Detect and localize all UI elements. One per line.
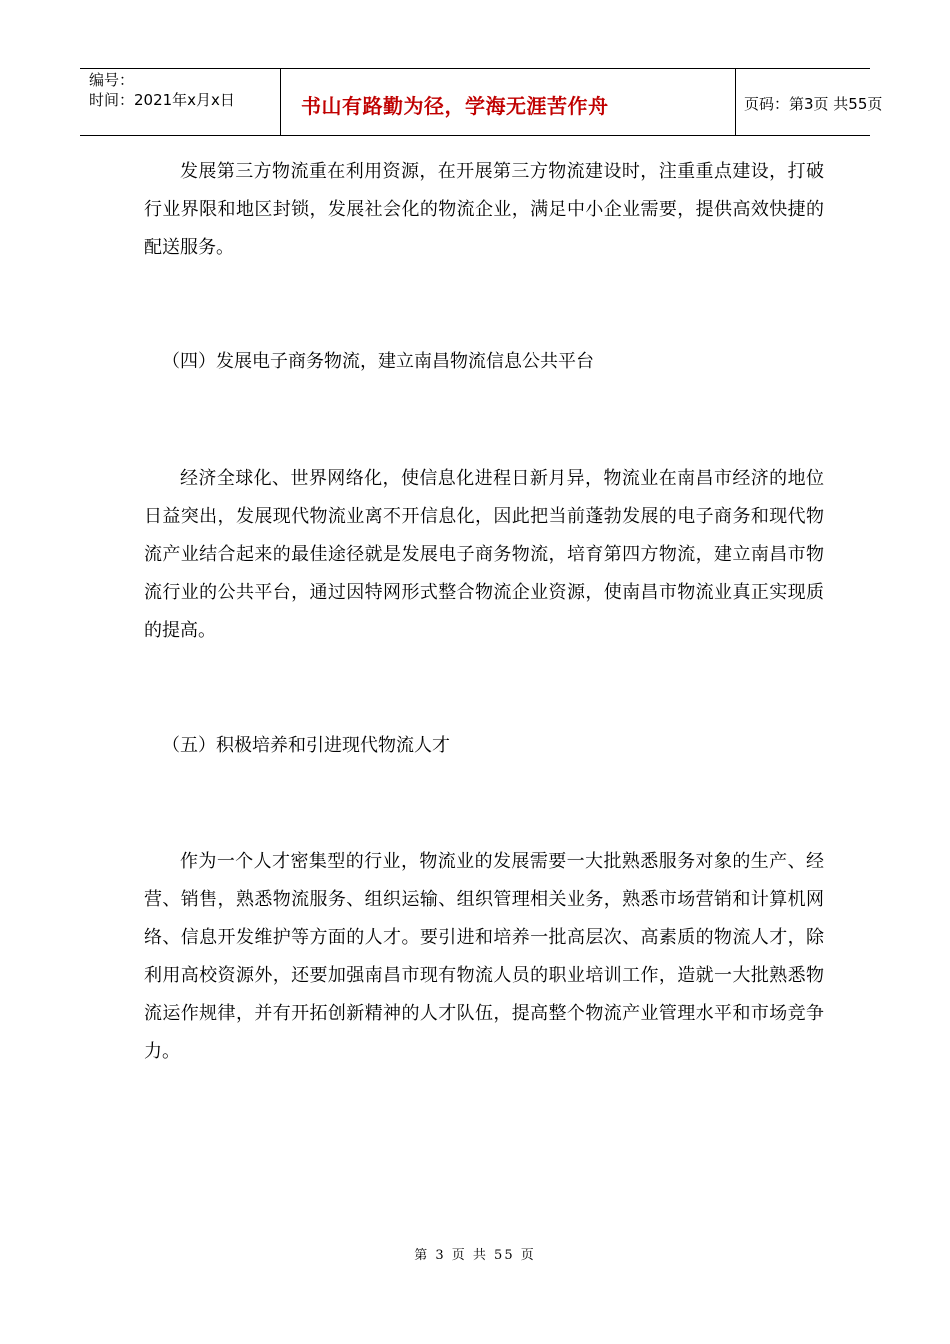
heading-text: （四）发展电子商务物流，建立南昌物流信息公共平台 [162, 351, 594, 372]
paragraph-logistics-talent [144, 843, 824, 1071]
header-motto: 书山有路勤为径，学海无涯苦作舟 [301, 94, 609, 118]
page-footer: 第 3 页 共 55 页 [414, 1248, 536, 1263]
document-date-label: 时间：2021年x月x日 [89, 91, 235, 109]
page-header [80, 68, 883, 136]
paragraph-third-party-logistics [144, 153, 824, 267]
paragraph-text: 作为一个人才密集型的行业，物流业的发展需要一大批熟悉服务对象的生产、经营、销售，熟悉物流服务、组织运输、组织管理相关业务，熟悉市场营销和计算机网络、信息开发维护等方面的人才。要引进和培养一批高层次、高素质的物流人才，除利用高校资源外，还要加强南昌市现有物流人员的职业培训工作，造就一大批熟悉物流运作规律，并有开拓创新精神的人才队伍，提高整个物流产业管理水平和市场竞争力。 [144, 851, 824, 1062]
header-motto-cell [281, 69, 736, 135]
header-page-cell [736, 69, 883, 135]
paragraph-e-commerce-logistics [144, 460, 824, 650]
header-page-number: 页码：第3页 共55页 [744, 95, 883, 113]
paragraph-text: 经济全球化、世界网络化，使信息化进程日新月异，物流业在南昌市经济的地位日益突出，发展现代物流业离不开信息化，因此把当前蓬勃发展的电子商务和现代物流产业结合起来的最佳途径就是发展电子商务物流，培育第四方物流，建立南昌市物流行业的公共平台，通过因特网形式整合物流企业资源，使南昌市物流业真正实现质的提高。 [144, 468, 824, 641]
section-heading-5 [144, 727, 824, 765]
header-meta-cell [80, 69, 281, 135]
paragraph-text: 发展第三方物流重在利用资源，在开展第三方物流建设时，注重重点建设，打破行业界限和地区封锁，发展社会化的物流企业，满足中小企业需要，提供高效快捷的配送服务。 [144, 161, 824, 258]
heading-text: （五）积极培养和引进现代物流人才 [162, 735, 450, 756]
section-heading-4 [144, 343, 824, 381]
document-number-label: 编号： [89, 71, 135, 89]
